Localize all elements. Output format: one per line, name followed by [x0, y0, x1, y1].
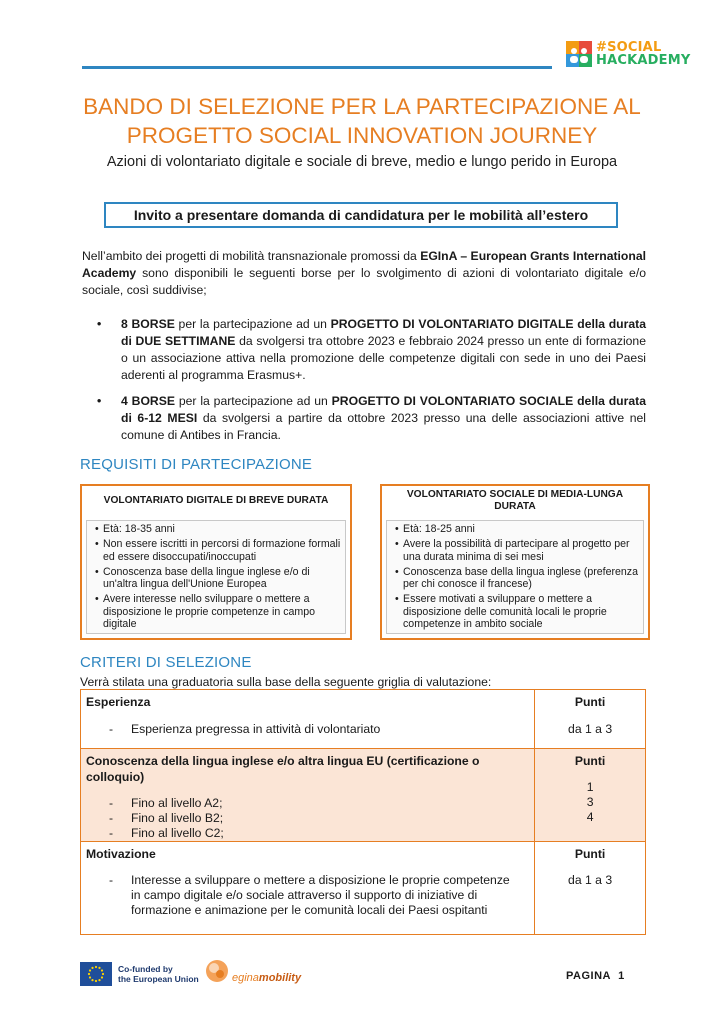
- requirements-box-heading: VOLONTARIATO DIGITALE DI BREVE DURATA: [103, 495, 329, 506]
- requirements-heading: REQUISITI DI PARTECIPAZIONE: [80, 456, 313, 473]
- list-item: • Età: 18-25 anni: [403, 523, 639, 536]
- page-title: [40, 92, 684, 150]
- page-label: PAGINA: [566, 970, 611, 982]
- bullet-count: 4 BORSE: [121, 394, 175, 408]
- bullet-count: 8 BORSE: [121, 317, 175, 331]
- intro-paragraph: [82, 248, 646, 299]
- title-line-1: BANDO DI SELEZIONE PER LA PARTECIPAZIONE AL: [83, 94, 641, 119]
- egina-swirl-icon: [204, 958, 230, 984]
- criteria-item: - Interesse a sviluppare o mettere a disposizione le proprie competenze in campo digitale e/o sociale attraverso il supporto di iniziative di formazione e animazione per le comunità locali dei Paesi ospitanti: [109, 873, 522, 918]
- intro-before: Nell’ambito dei progetti di mobilità transnazionale promossi da: [82, 249, 421, 263]
- title-line-2: PROGETTO SOCIAL INNOVATION JOURNEY: [126, 123, 598, 148]
- egina-word: egina: [232, 972, 259, 984]
- criteria-row-heading: Motivazione: [86, 847, 156, 861]
- criteria-row-heading: Conoscenza della lingua inglese e/o altra lingua EU (certificazione o colloquio): [86, 754, 480, 784]
- list-item: • Età: 18-35 anni: [103, 523, 341, 536]
- list-item: • Non essere iscritti in percorsi di formazione formali ed essere disoccupati/inoccupati: [103, 538, 341, 563]
- bullet-icon: •: [97, 394, 102, 408]
- points-value: da 1 a 3: [568, 873, 613, 887]
- list-item: • Conoscenza base della lingua inglese (preferenza per chi conosce il francese): [403, 566, 639, 591]
- logo-line-1: #SOCIAL: [596, 40, 662, 55]
- page-number-value: 1: [618, 970, 625, 982]
- eu-cofunded-logo: [80, 962, 199, 986]
- requirements-box-digital: [80, 484, 352, 640]
- criteria-table: [80, 689, 646, 935]
- bullet-project: PROGETTO DI VOLONTARIATO SOCIALE della durata di 6-12 MESI: [121, 394, 646, 425]
- page-number: [566, 970, 625, 982]
- bullet-text: per la partecipazione ad un: [174, 394, 332, 408]
- criteria-item: - Fino al livello A2;: [109, 796, 534, 811]
- requirements-list: [387, 521, 643, 631]
- list-item: [97, 316, 646, 384]
- criteria-intro: Verrà stilata una graduatoria sulla base della seguente griglia di valutazione:: [80, 675, 492, 689]
- social-hackademy-logo: [566, 41, 690, 67]
- bullet-project: PROGETTO DI VOLONTARIATO DIGITALE della durata di DUE SETTIMANE: [121, 317, 646, 348]
- list-item: • Avere la possibilità di partecipare al progetto per una durata minima di sei mesi: [403, 538, 639, 563]
- table-row: [81, 690, 646, 749]
- list-item: [97, 393, 646, 444]
- criteria-item: - Fino al livello B2;: [109, 811, 534, 826]
- bullet-text: da svolgersi a partire da ottobre 2023 presso una delle associazioni attive nel comune di Antibes in Francia.: [121, 411, 647, 442]
- criteria-heading: CRITERI DI SELEZIONE: [80, 654, 252, 671]
- points-value: da 1 a 3: [568, 722, 613, 736]
- table-row: [81, 842, 646, 935]
- logo-line-2: HACKADEMY: [596, 53, 691, 68]
- hackademy-people-icon: [566, 41, 592, 67]
- points-value: 4: [586, 810, 594, 824]
- points-label: Punti: [574, 847, 606, 861]
- invite-banner: Invito a presentare domanda di candidatura per le mobilità all’estero: [104, 202, 618, 228]
- list-item: • Essere motivati a sviluppare o mettere a disposizione delle comunità locali le proprie competenze in ambito sociale: [403, 593, 639, 631]
- requirements-list: [87, 521, 345, 631]
- points-value: 3: [586, 795, 594, 809]
- bullet-text: da svolgersi tra ottobre 2023 e febbraio 2024 presso un ente di formazione o un associazione attiva nella promozione delle competenze digitali con sede in uno dei Paesi aderenti al programma Erasmus+.: [121, 334, 646, 382]
- bullet-icon: •: [97, 317, 102, 331]
- table-row: [81, 749, 646, 842]
- egina-mobility-logo: [204, 958, 301, 984]
- criteria-item: - Esperienza pregressa in attività di volontariato: [109, 722, 534, 737]
- criteria-row-heading: Esperienza: [86, 695, 151, 709]
- requirements-box-heading: VOLONTARIATO SOCIALE DI MEDIA-LUNGA DURATA: [406, 489, 624, 512]
- mobility-word: mobility: [258, 972, 302, 984]
- criteria-item: - Fino al livello C2;: [109, 826, 534, 841]
- requirements-box-social: [380, 484, 650, 640]
- page-subtitle: Azioni di volontariato digitale e sociale di breve, medio e lungo perido in Europa: [106, 154, 618, 170]
- points-label: Punti: [574, 754, 606, 768]
- intro-after: sono disponibili le seguenti borse per lo svolgimento di azioni di volontariato digitale e/o sociale, così suddivise;: [82, 266, 646, 297]
- list-item: • Conoscenza base della lingue inglese e/o di un'altra lingua dell'Unione Europea: [103, 566, 341, 591]
- points-label: Punti: [574, 695, 606, 709]
- list-item: • Avere interesse nello sviluppare o mettere a disposizione le proprie competenze in campo digitale: [103, 593, 341, 631]
- eu-flag-icon: [80, 962, 112, 986]
- intro-org: EGInA – European Grants International Academy: [82, 249, 646, 280]
- eu-line-1: Co-funded by: [118, 964, 173, 974]
- bullet-text: per la partecipazione ad un: [174, 317, 331, 331]
- eu-line-2: the European Union: [118, 974, 199, 984]
- points-value: 1: [586, 780, 594, 794]
- header-rule: [82, 66, 552, 69]
